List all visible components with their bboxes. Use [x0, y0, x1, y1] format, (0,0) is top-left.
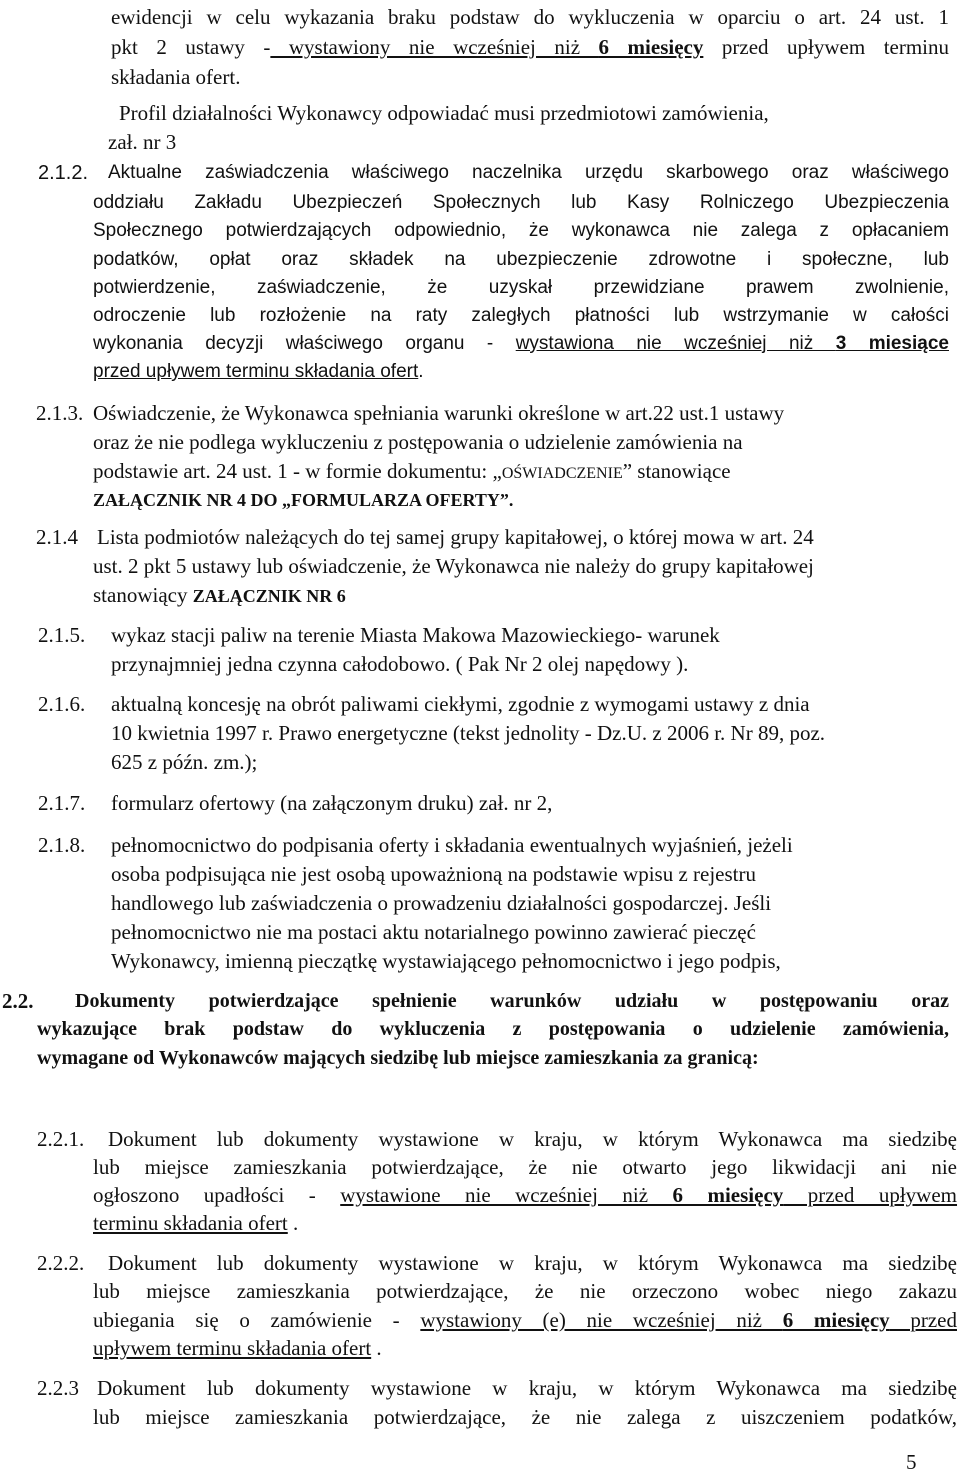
paragraph-line: lub miejsce zamieszkania potwierdzające, że nie orzeczono wobec niego zakazu	[93, 1279, 957, 1303]
paragraph-line: Dokument lub dokumenty wystawione w kraju, w którym Wykonawca ma siedzibę	[108, 1127, 957, 1151]
paragraph-line: ewidencji w celu wykazania braku podstaw do wykluczenia w oparciu o art. 24 ust. 1	[111, 5, 949, 29]
text-span: .	[418, 361, 424, 382]
bold-text: ZAŁĄCZNIK NR 6	[192, 586, 346, 606]
text-span: stanowiący	[93, 583, 193, 607]
paragraph-line: oraz że nie podlega wykluczeniu z postępowania o udzielenie zamówienia na	[93, 430, 743, 454]
paragraph-line: Społecznego potwierdzających odpowiednio, że wykonawca nie zalega z opłacaniem	[93, 220, 949, 241]
paragraph-line: aktualną koncesję na obrót paliwami ciekłymi, zgodnie z wymogami ustawy z dnia	[111, 692, 810, 716]
paragraph-line: wykaz stacji paliw na terenie Miasta Makowa Mazowieckiego- warunek	[111, 623, 720, 647]
section-heading-line: Dokumenty potwierdzające spełnienie warunków udziału w postępowaniu oraz	[75, 990, 949, 1012]
section-number: 2.1.4	[36, 525, 78, 549]
underlined-text: przed upływem terminu składania ofert	[93, 361, 419, 382]
paragraph-line: pełnomocnictwo nie ma postaci aktu notarialnego powinno zawierać pieczęć	[111, 920, 756, 944]
small-caps-text: OŚWIADCZENIE	[501, 465, 623, 482]
paragraph-line: Dokument lub dokumenty wystawione w kraju, w którym Wykonawca ma siedzibę	[108, 1251, 957, 1275]
underlined-text	[340, 1183, 957, 1207]
paragraph-line	[111, 32, 949, 62]
underlined-text: upływem terminu składania ofert	[93, 1336, 372, 1360]
section-number: 2.1.5.	[38, 623, 86, 647]
paragraph-line: przynajmniej jedna czynna całodobowo. ( Pak Nr 2 olej napędowy ).	[111, 652, 689, 676]
text-span: przed upływem	[783, 1183, 958, 1207]
section-heading-line: wykazujące brak podstaw do wykluczenia z postępowania o udzielenie zamówienia,	[37, 1018, 949, 1040]
section-number: 2.1.3.	[36, 401, 84, 425]
bold-text: 6 miesięcy	[672, 1183, 784, 1207]
text-span: .	[287, 1211, 299, 1235]
paragraph-line	[93, 1305, 957, 1335]
paragraph-line: pełnomocnictwo do podpisania oferty i składania ewentualnych wyjaśnień, jeżeli	[111, 833, 793, 857]
text-span: ” stanowiące	[622, 459, 731, 483]
text-span: .	[371, 1336, 382, 1360]
paragraph-line: zał. nr 3	[108, 130, 177, 154]
text-span: wystawione nie wcześniej niż	[340, 1183, 673, 1207]
paragraph-line	[93, 580, 346, 611]
bold-text: 6 miesięcy	[598, 35, 704, 59]
paragraph-line: Lista podmiotów należących do tej samej grupy kapitałowej, o której mowa w art. 24	[97, 525, 814, 549]
paragraph-line	[93, 329, 949, 359]
section-number: 2.2.1.	[37, 1127, 85, 1151]
paragraph-line: 625 z późn. zm.);	[111, 750, 258, 774]
paragraph-line: oddziału Zakładu Ubezpieczeń Społecznych lub Kasy Rolniczego Ubezpieczenia	[93, 192, 949, 213]
paragraph-line: odroczenie lub rozłożenie na raty zaległych płatności lub wstrzymanie w całości	[93, 305, 949, 326]
paragraph-line: ZAŁĄCZNIK NR 4 DO „FORMULARZA OFERTY”.	[93, 490, 514, 510]
text-span: ubiegania się o zamówienie -	[93, 1308, 421, 1332]
paragraph-line: podatków, opłat oraz składek na ubezpieczenie zdrowotne i społeczne, lub	[93, 249, 949, 270]
paragraph-line: ust. 2 pkt 5 ustawy lub oświadczenie, że Wykonawca nie należy do grupy kapitałowej	[93, 554, 814, 578]
section-number: 2.2.	[2, 989, 34, 1013]
section-number: 2.1.8.	[38, 833, 86, 857]
text-span: ogłoszono upadłości -	[93, 1183, 341, 1207]
underlined-text	[420, 1308, 957, 1332]
paragraph-line: Oświadczenie, że Wykonawca spełniania warunki określone w art.22 ust.1 ustawy	[93, 401, 785, 425]
section-number: 2.2.3	[37, 1376, 79, 1400]
paragraph-line: lub miejsce zamieszkania potwierdzające, że nie zalega z uiszczeniem podatków,	[93, 1405, 957, 1429]
paragraph-line: handlowego lub zaświadczenia o prowadzeniu działalności gospodarczej. Jeśli	[111, 891, 772, 915]
paragraph-line: Aktualne zaświadczenia właściwego naczelnika urzędu skarbowego oraz właściwego	[108, 162, 949, 183]
underlined-text	[270, 35, 703, 59]
text-span: wystawiona nie wcześniej niż	[515, 333, 836, 354]
bold-text: 6 miesięcy	[782, 1308, 890, 1332]
paragraph-line: Dokument lub dokumenty wystawione w kraju, w którym Wykonawca ma siedzibę	[97, 1376, 957, 1400]
paragraph-line	[93, 1180, 957, 1210]
text-span: wystawiony (e) nie wcześniej niż	[420, 1308, 783, 1332]
page-number: 5	[906, 1450, 917, 1474]
text-span: przed	[889, 1308, 957, 1332]
section-number: 2.1.6.	[38, 692, 86, 716]
section-number: 2.1.2.	[38, 162, 89, 184]
section-heading-line: wymagane od Wykonawców mających siedzibę lub miejsce zamieszkania za granicą:	[37, 1047, 759, 1069]
underlined-text: terminu składania ofert	[93, 1211, 288, 1235]
text-span: podstawie art. 24 ust. 1 - w formie dokumentu: „	[93, 459, 502, 483]
paragraph-line	[93, 1333, 382, 1363]
text-span: przed upływem terminu	[703, 35, 950, 59]
paragraph-line: składania ofert.	[111, 65, 241, 89]
text-span: pkt 2 ustawy -	[111, 35, 271, 59]
text-span: wykonania decyzji właściwego organu -	[93, 333, 516, 354]
underlined-text	[516, 333, 949, 354]
section-number: 2.2.2.	[37, 1251, 85, 1275]
section-number: 2.1.7.	[38, 791, 86, 815]
paragraph-line: potwierdzenie, zaświadczenie, że uzyskał przewidziane prawem zwolnienie,	[93, 277, 949, 298]
paragraph-line: Profil działalności Wykonawcy odpowiadać musi przedmiotowi zamówienia,	[119, 101, 769, 125]
paragraph-line	[93, 1208, 298, 1238]
paragraph-line: 10 kwietnia 1997 r. Prawo energetyczne (tekst jednolity - Dz.U. z 2006 r. Nr 89, poz.	[111, 721, 826, 745]
paragraph-line	[93, 357, 424, 387]
paragraph-line: formularz ofertowy (na załączonym druku) zał. nr 2,	[111, 791, 553, 815]
paragraph-line: osoba podpisująca nie jest osobą upoważnioną na podstawie wpisu z rejestru	[111, 862, 757, 886]
paragraph-line: Wykonawcy, imienną pieczątkę wystawiającego pełnomocnictwo i jego podpis,	[111, 949, 781, 973]
paragraph-line: lub miejsce zamieszkania potwierdzające, że nie otwarto jego likwidacji ani nie	[93, 1155, 957, 1179]
text-span: wystawiony nie wcześniej niż	[270, 35, 599, 59]
bold-text: 3 miesiące	[835, 333, 949, 354]
